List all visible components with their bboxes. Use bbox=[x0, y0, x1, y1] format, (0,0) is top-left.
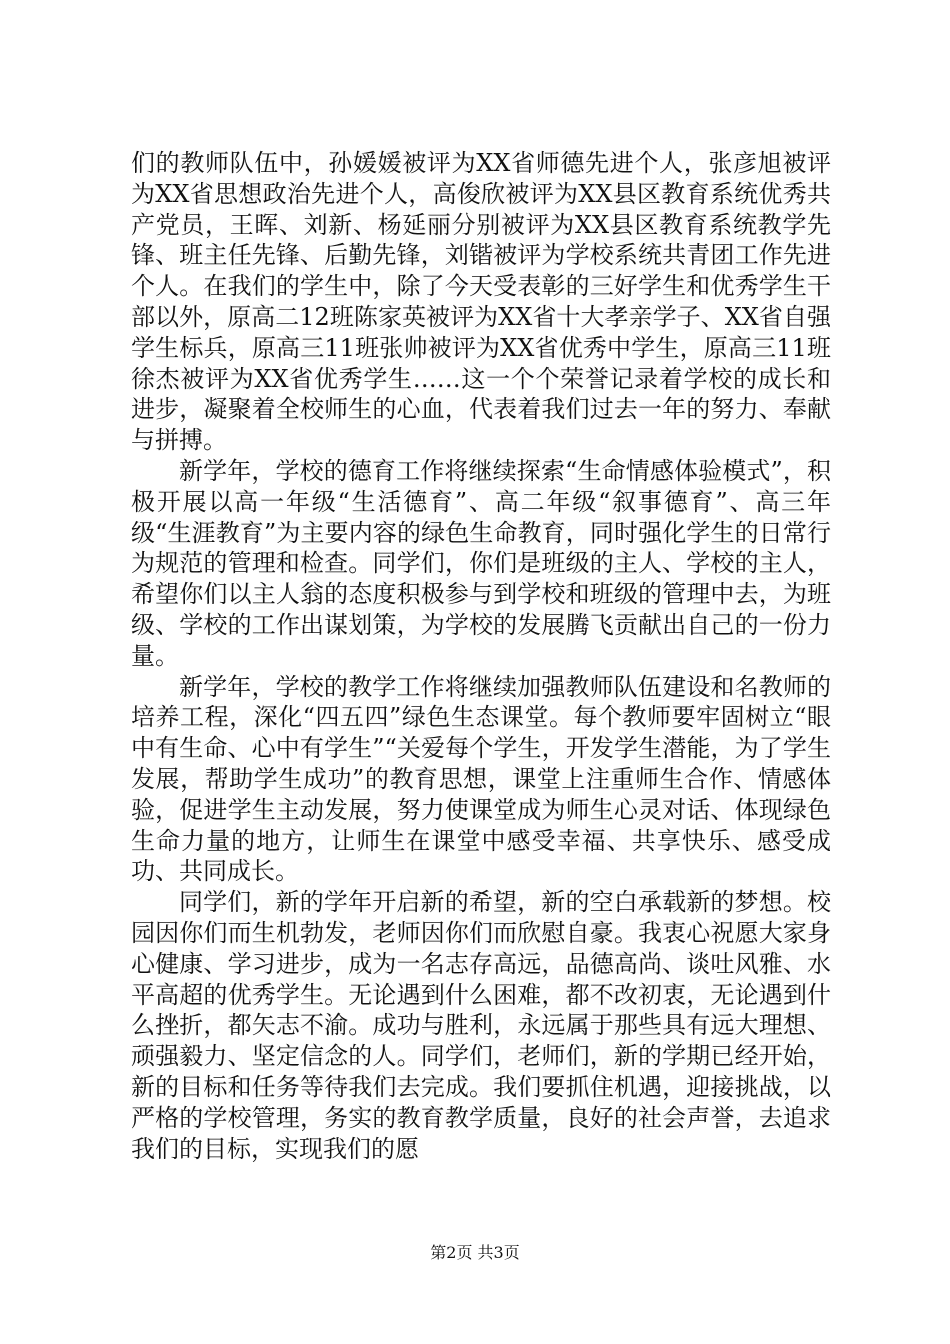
page-number-footer: 第2页 共3页 bbox=[430, 1243, 520, 1262]
document-body bbox=[131, 148, 831, 1164]
paragraph-teaching-work: 新学年，学校的教学工作将继续加强教师队伍建设和名教师的培养工程，深化“四五四”绿色生态课堂。每个教师要牢固树立“眼中有生命、心中有学生”“关爱每个学生，开发学生潜能，为了学生发展，帮助学生成功”的教育思想，课堂上注重师生合作、情感体验，促进学生主动发展，努力使课堂成为师生心灵对话、体现绿色生命力量的地方，让师生在课堂中感受幸福、共享快乐、感受成功、共同成长。 bbox=[131, 672, 831, 886]
paragraph-closing-wishes: 同学们，新的学年开启新的希望，新的空白承载新的梦想。校园因你们而生机勃发，老师因你们而欣慰自豪。我衷心祝愿大家身心健康、学习进步，成为一名志存高远，品德高尚、谈吐风雅、水平高超的优秀学生。无论遇到什么困难，都不改初衷，无论遇到什么挫折，都矢志不渝。成功与胜利，永远属于那些具有远大理想、顽强毅力、坚定信念的人。同学们，老师们，新的学期已经开始，新的目标和任务等待我们去完成。我们要抓住机遇，迎接挑战，以严格的学校管理，务实的教育教学质量，良好的社会声誉，去追求我们的目标，实现我们的愿 bbox=[131, 888, 831, 1163]
paragraph-moral-education: 新学年，学校的德育工作将继续探索“生命情感体验模式”，积极开展以高一年级“生活德育”、高二年级“叙事德育”、高三年级“生涯教育”为主要内容的绿色生命教育，同时强化学生的日常行为规范的管理和检查。同学们，你们是班级的主人、学校的主人，希望你们以主人翁的态度积极参与到学校和班级的管理中去，为班级、学校的工作出谋划策，为学校的发展腾飞贡献出自己的一份力量。 bbox=[131, 456, 831, 670]
paragraph-continued: 们的教师队伍中，孙媛媛被评为XX省师德先进个人，张彦旭被评为XX省思想政治先进个人，高俊欣被评为XX县区教育系统优秀共产党员，王晖、刘新、杨延丽分别被评为XX县区教育系统教学先锋、班主任先锋、后勤先锋，刘锴被评为学校系统共青团工作先进个人。在我们的学生中，除了今天受表彰的三好学生和优秀学生干部以外，原高二12班陈家英被评为XX省十大孝亲学子、XX省自强学生标兵，原高三11班张帅被评为XX省优秀中学生，原高三11班徐杰被评为XX省优秀学生……这一个个荣誉记录着学校的成长和进步，凝聚着全校师生的心血，代表着我们过去一年的努力、奉献与拼搏。 bbox=[131, 149, 831, 455]
